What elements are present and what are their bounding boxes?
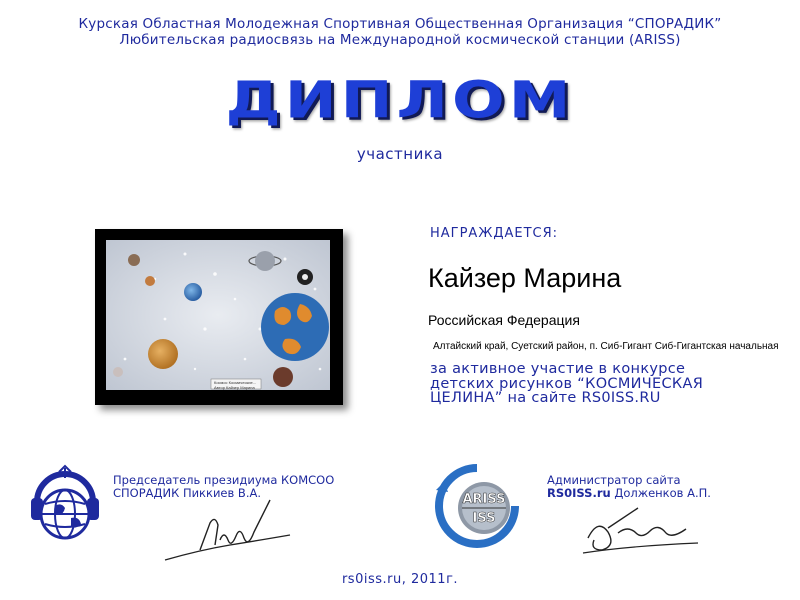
- recipient-name: Кайзер Марина: [428, 263, 622, 293]
- left-signature: [160, 495, 300, 570]
- awarded-label: НАГРАЖДАЕТСЯ:: [430, 226, 559, 241]
- right-signatory-site: RS0ISS.ru: [547, 486, 611, 500]
- award-reason-line: детских рисунков “КОСМИЧЕСКАЯ: [430, 375, 704, 392]
- ariss-logo-text-top: ARISS: [462, 492, 506, 507]
- space-drawing-image: [95, 229, 343, 405]
- diploma-title: ДИПЛОМ: [225, 70, 575, 130]
- globe-antenna-icon: [25, 462, 105, 552]
- drawing-caption-author: Автор Кайзер Марина: [214, 385, 255, 390]
- right-signatory-title: Администратор сайта: [547, 473, 681, 487]
- drawing-caption: [214, 380, 262, 390]
- diploma-subtitle: участника: [356, 145, 444, 163]
- organization-header: [0, 16, 800, 48]
- ariss-logo-text-bottom: ISS: [472, 511, 496, 526]
- award-reason: [430, 362, 770, 406]
- award-reason-line: ЦЕЛИНА” на сайте RS0ISS.RU: [430, 390, 661, 406]
- drawing-frame: [95, 229, 343, 405]
- left-signatory-name: СПОРАДИК Пиккиев В.А.: [113, 486, 262, 500]
- right-signatory-person: Долженков А.П.: [610, 486, 711, 500]
- award-reason-line: за активное участие в конкурсе: [430, 361, 686, 377]
- footer-text: rs0iss.ru, 2011г.: [341, 572, 459, 587]
- left-signatory-title: Председатель президиума КОМСОО: [113, 473, 335, 487]
- right-signatory: [547, 474, 711, 500]
- right-signature: [578, 498, 708, 568]
- organization-subtitle: Любительская радиосвязь на Международной космической станции (ARISS): [119, 32, 681, 48]
- recipient-country: Российская Федерация: [428, 312, 580, 328]
- ariss-logo-icon: [432, 462, 522, 557]
- drawing-caption-title: Космос Космические...: [214, 380, 257, 385]
- recipient-address: Алтайский край, Суетский район, п. Сиб-Гигант Сиб-Гигантская начальная: [433, 341, 779, 352]
- organization-name: Курская Областная Молодежная Спортивная Общественная Организация “СПОРАДИК”: [78, 16, 722, 32]
